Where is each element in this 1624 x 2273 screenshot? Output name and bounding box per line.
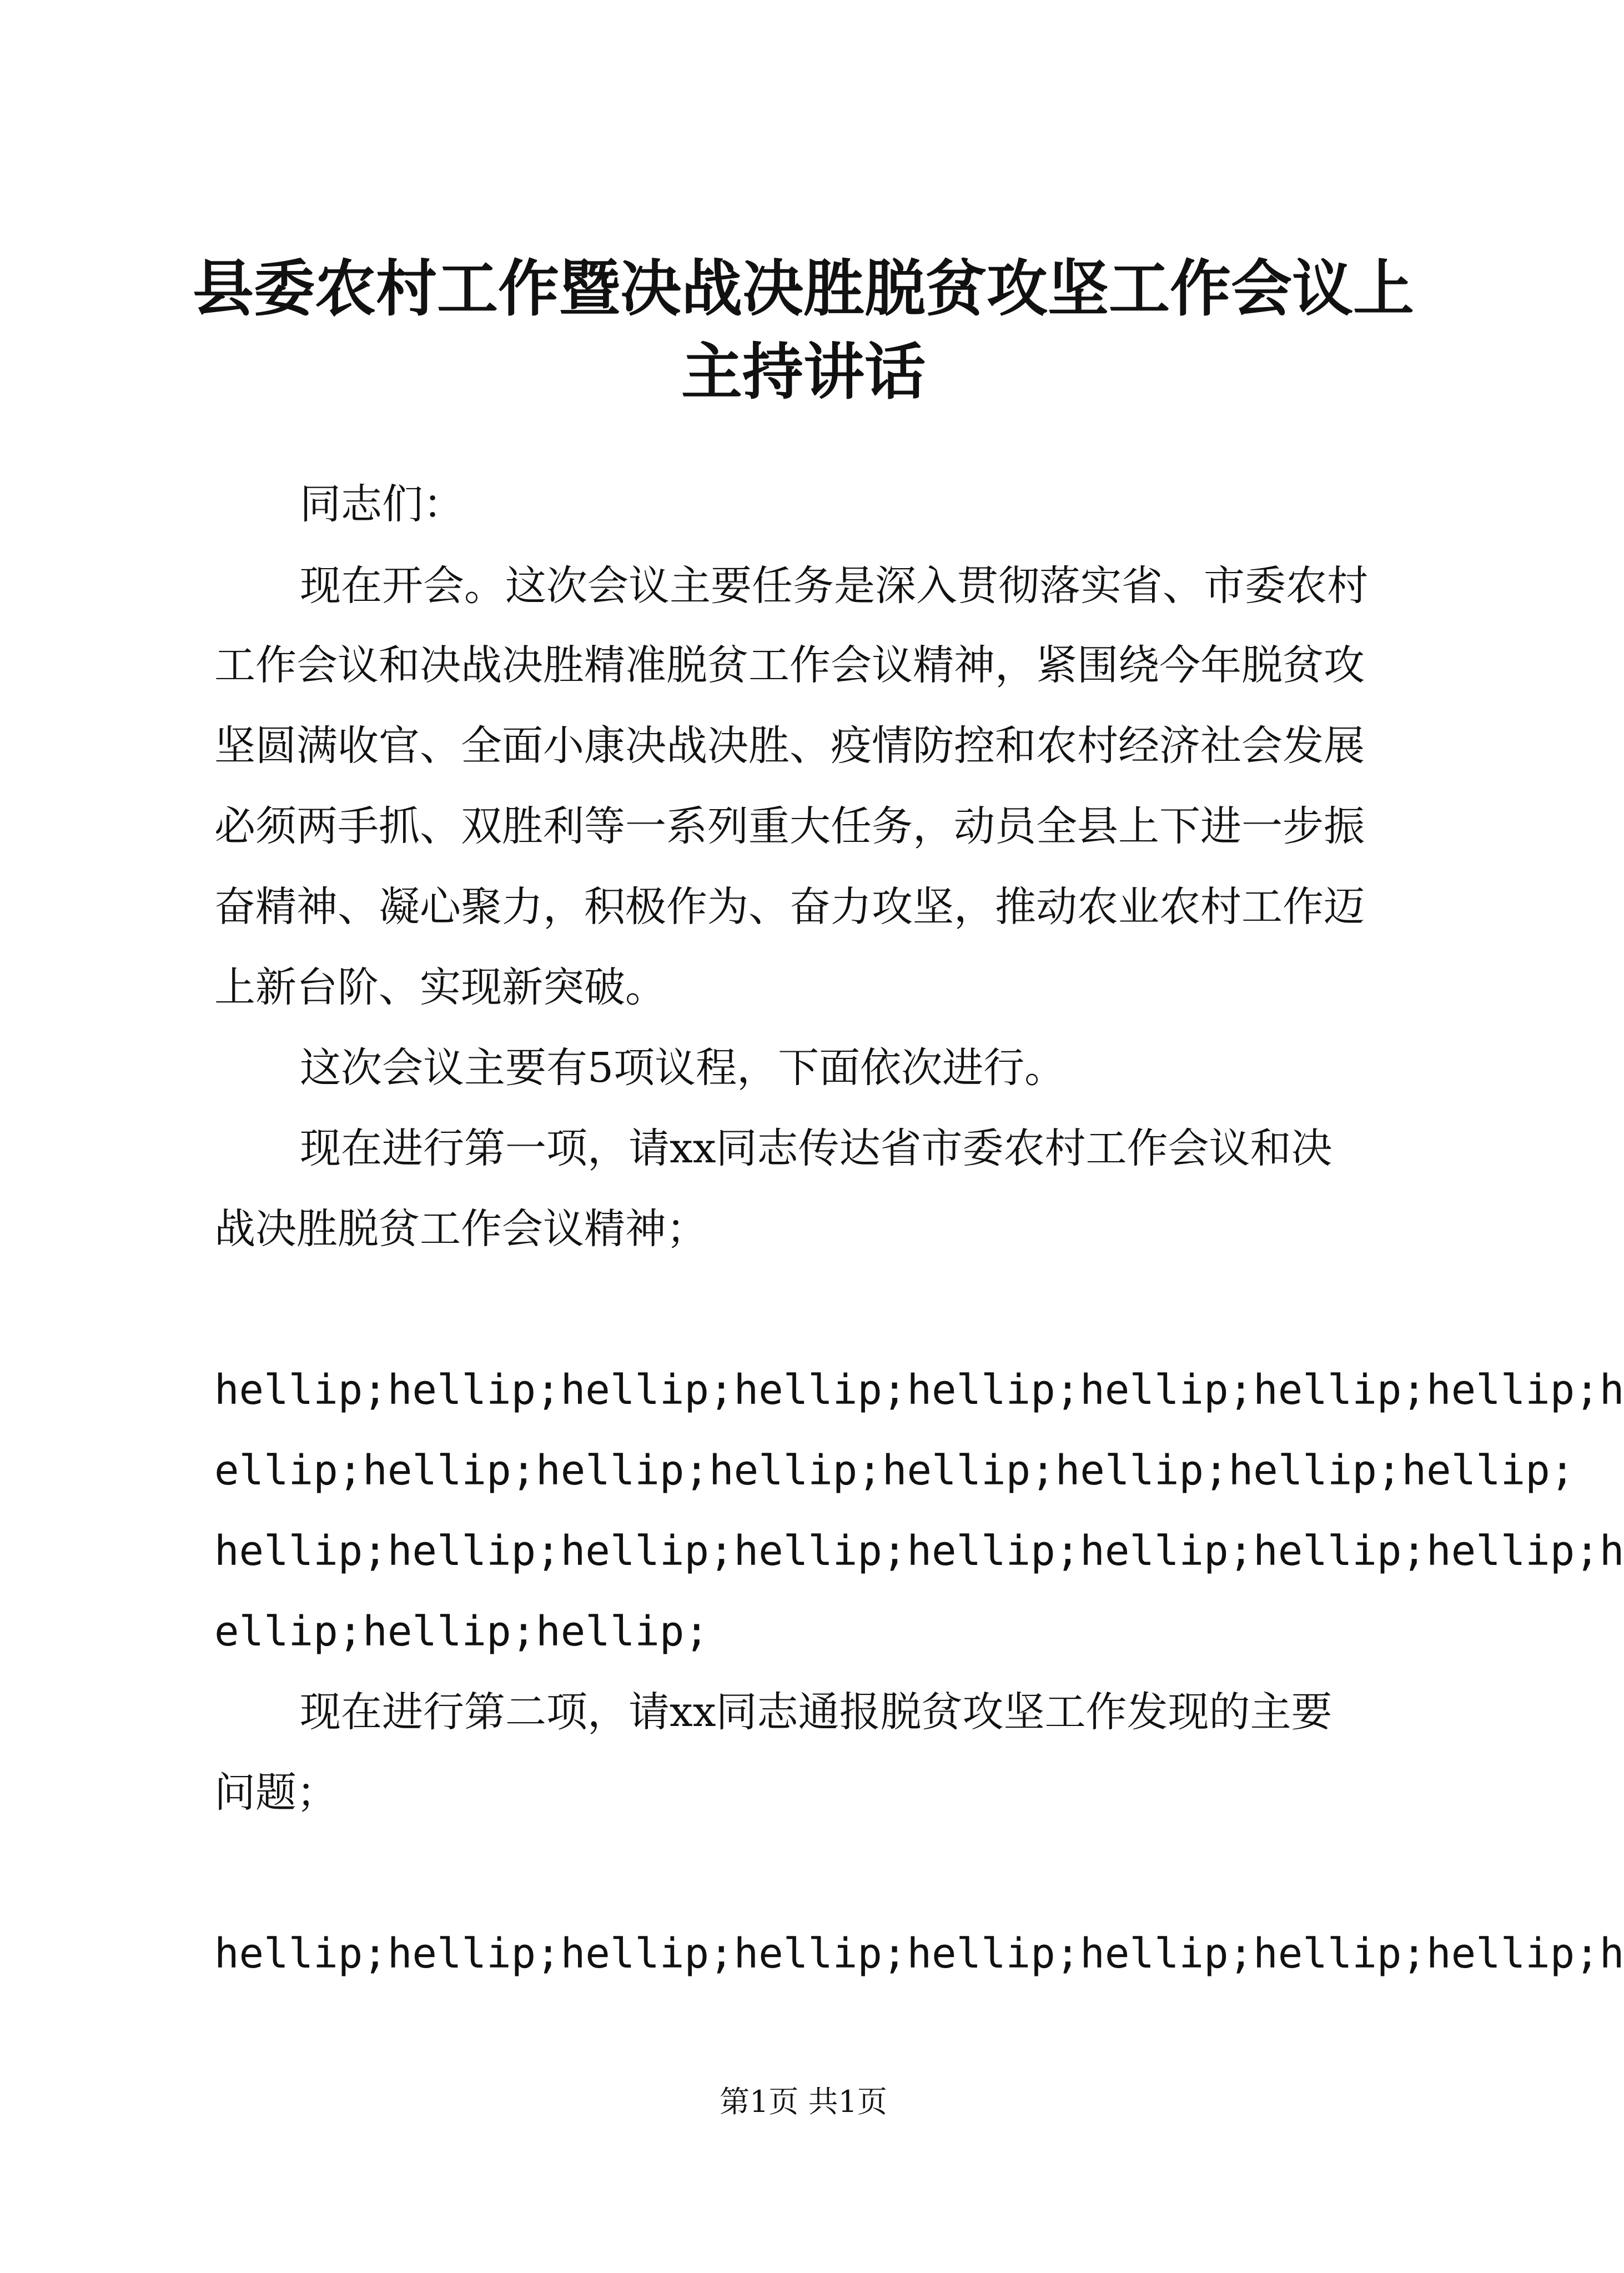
body-line: 战决胜脱贫工作会议精神； — [214, 1205, 707, 1253]
document-title-line-1: 县委农村工作暨决战决胜脱贫攻坚工作会议上 — [193, 253, 1414, 324]
ellipsis-line: hellip;hellip;hellip;hellip;hellip;hellip;hellip;hellip;h — [214, 1366, 1624, 1414]
body-line: 坚圆满收官、全面小康决战决胜、疫情防控和农村经济社会发展 — [214, 722, 1365, 770]
body-line: 问题； — [214, 1769, 338, 1817]
body-line: 必须两手抓、双胜利等一系列重大任务，动员全县上下进一步振 — [214, 802, 1365, 850]
body-line: 现在进行第二项，请xx同志通报脱贫攻坚工作发现的主要 — [300, 1688, 1333, 1736]
body-line: 奋精神、凝心聚力，积极作为、奋力攻坚，推动农业农村工作迈 — [214, 883, 1365, 931]
ellipsis-line: hellip;hellip;hellip;hellip;hellip;hellip;hellip;hellip;h — [214, 1930, 1624, 1978]
body-line: 现在进行第一项，请xx同志传达省市委农村工作会议和决 — [300, 1125, 1333, 1172]
page-number-footer: 第1页 共1页 — [720, 2084, 887, 2119]
ellipsis-line: ellip;hellip;hellip;hellip;hellip;hellip;hellip;hellip; — [214, 1447, 1575, 1494]
body-line: 现在开会。这次会议主要任务是深入贯彻落实省、市委农村 — [300, 562, 1368, 610]
body-line: 工作会议和决战决胜精准脱贫工作会议精神，紧围绕今年脱贫攻 — [214, 641, 1365, 689]
document-title-line-2: 主持讲话 — [681, 337, 926, 408]
ellipsis-line: ellip;hellip;hellip; — [214, 1608, 710, 1655]
salutation: 同志们： — [300, 480, 464, 528]
ellipsis-line: hellip;hellip;hellip;hellip;hellip;hellip;hellip;hellip;h — [214, 1527, 1624, 1575]
body-line: 这次会议主要有5项议程，下面依次进行。 — [300, 1044, 1066, 1092]
body-line: 上新台阶、实现新突破。 — [214, 964, 666, 1011]
